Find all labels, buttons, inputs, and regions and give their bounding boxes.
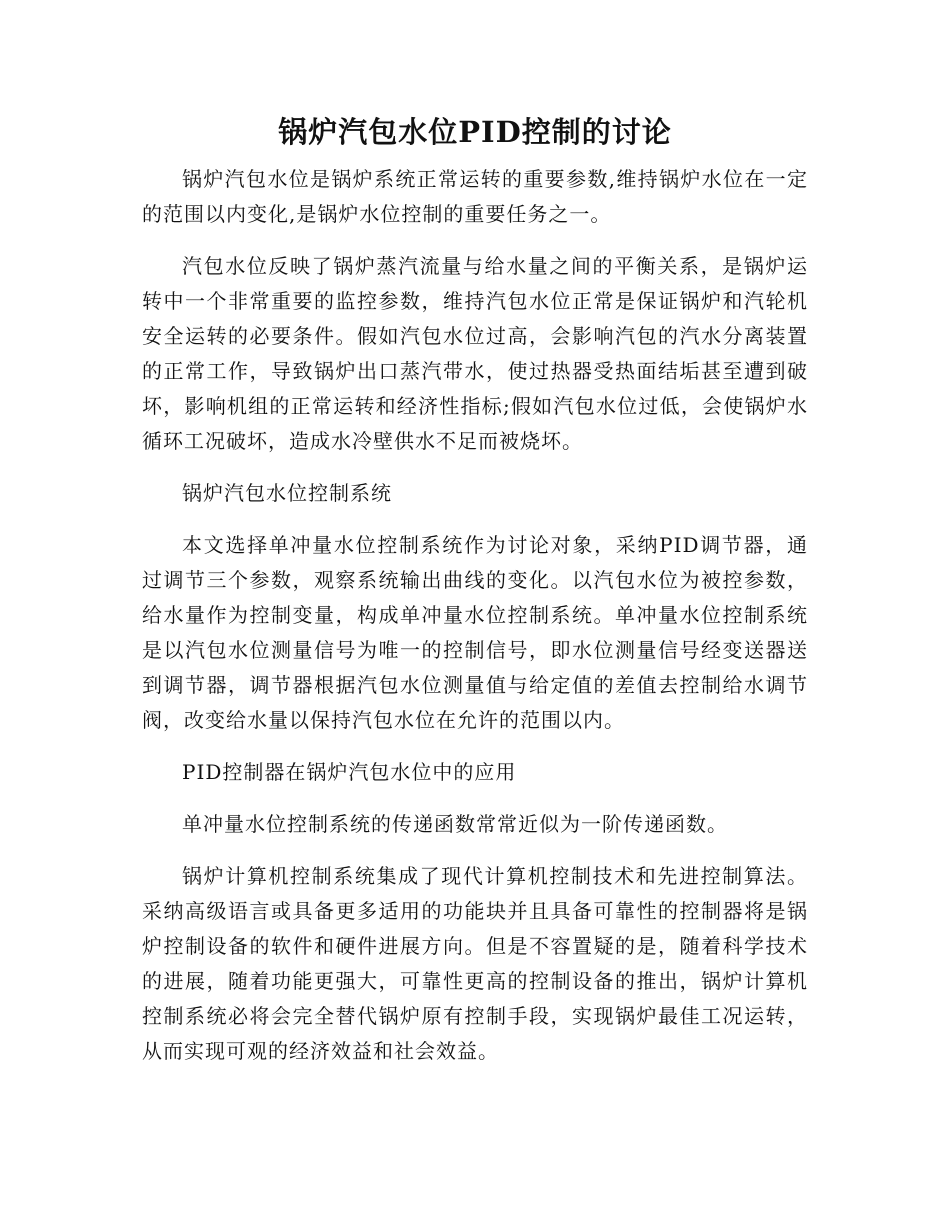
paragraph-intro: 锅炉汽包水位是锅炉系统正常运转的重要参数,维持锅炉水位在一定的范围以内变化,是锅炉水位控制的重要任务之一。 [142, 167, 808, 226]
paragraph-transfer-function: 单冲量水位控制系统的传递函数常常近似为一阶传递函数。 [182, 812, 728, 836]
paragraph-computer-control: 锅炉计算机控制系统集成了现代计算机控制技术和先进控制算法。采纳高级语言或具备更多适用的功能块并且具备可靠性的控制器将是锅炉控制设备的软件和硬件进展方向。但是不容置疑的是，随着科学技术的进展，随着功能更强大，可靠性更高的控制设备的推出，锅炉计算机控制系统必将会完全替代锅炉原有控制手段，实现锅炉最佳工况运转，从而实现可观的经济效益和社会效益。 [142, 864, 808, 1063]
section-heading-pid-application: PID控制器在锅炉汽包水位中的应用 [182, 760, 517, 784]
document-title: 锅炉汽包水位PID控制的讨论 [278, 115, 672, 149]
section-heading-control-system: 锅炉汽包水位控制系统 [182, 481, 392, 505]
paragraph-water-level-balance: 汽包水位反映了锅炉蒸汽流量与给水量之间的平衡关系，是锅炉运转中一个非常重要的监控参数，维持汽包水位正常是保证锅炉和汽轮机安全运转的必要条件。假如汽包水位过高，会影响汽包的汽水分离装置的正常工作，导致锅炉出口蒸汽带水，使过热器受热面结垢甚至遭到破坏，影响机组的正常运转和经济性指标;假如汽包水位过低，会使锅炉水循环工况破坏，造成水冷壁供水不足而被烧坏。 [142, 254, 808, 453]
document-body [142, 162, 808, 1086]
paragraph-single-impulse-system: 本文选择单冲量水位控制系统作为讨论对象，采纳PID调节器，通过调节三个参数，观察系统输出曲线的变化。以汽包水位为被控参数，给水量作为控制变量，构成单冲量水位控制系统。单冲量水位控制系统是以汽包水位测量信号为唯一的控制信号，即水位测量信号经变送器送到调节器，调节器根据汽包水位测量值与给定值的差值去控制给水调节阀，改变给水量以保持汽包水位在允许的范围以内。 [142, 533, 808, 732]
